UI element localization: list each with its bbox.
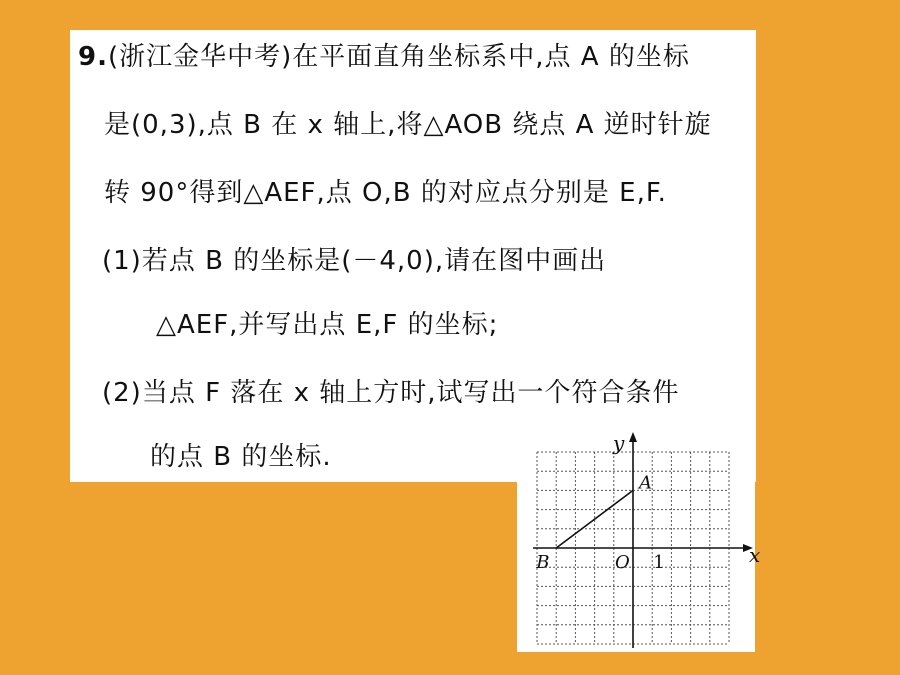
figure-shapes: [556, 490, 633, 548]
tick-one-label: 1: [653, 552, 665, 573]
y-axis-arrow: [629, 432, 637, 442]
problem-line-3: 转 90°得到△AEF,点 O,B 的对应点分别是 E,F.: [104, 178, 667, 208]
point-b-label: B: [536, 552, 550, 573]
problem-line-1: [78, 40, 690, 74]
problem-line-2: 是(0,3),点 B 在 x 轴上,将△AOB 绕点 A 逆时针旋: [104, 110, 712, 140]
y-axis-label: y: [613, 431, 625, 455]
problem-number: 9.: [78, 42, 108, 72]
problem-line-4: (1)若点 B 的坐标是(－4,0),请在图中画出: [102, 246, 607, 276]
segment-ba: [556, 490, 633, 548]
problem-line-5: △AEF,并写出点 E,F 的坐标;: [156, 310, 499, 340]
problem-text-line-1: (浙江金华中考)在平面直角坐标系中,点 A 的坐标: [107, 42, 690, 72]
coordinate-grid: [517, 420, 761, 652]
point-a-label: A: [639, 472, 652, 494]
problem-line-6: (2)当点 F 落在 x 轴上方时,试写出一个符合条件: [102, 378, 680, 408]
coordinate-figure-card: [517, 420, 761, 652]
problem-card: [70, 30, 756, 482]
problem-line-7: 的点 B 的坐标.: [150, 442, 332, 472]
origin-label: O: [615, 552, 630, 573]
x-axis-label: x: [749, 543, 761, 567]
